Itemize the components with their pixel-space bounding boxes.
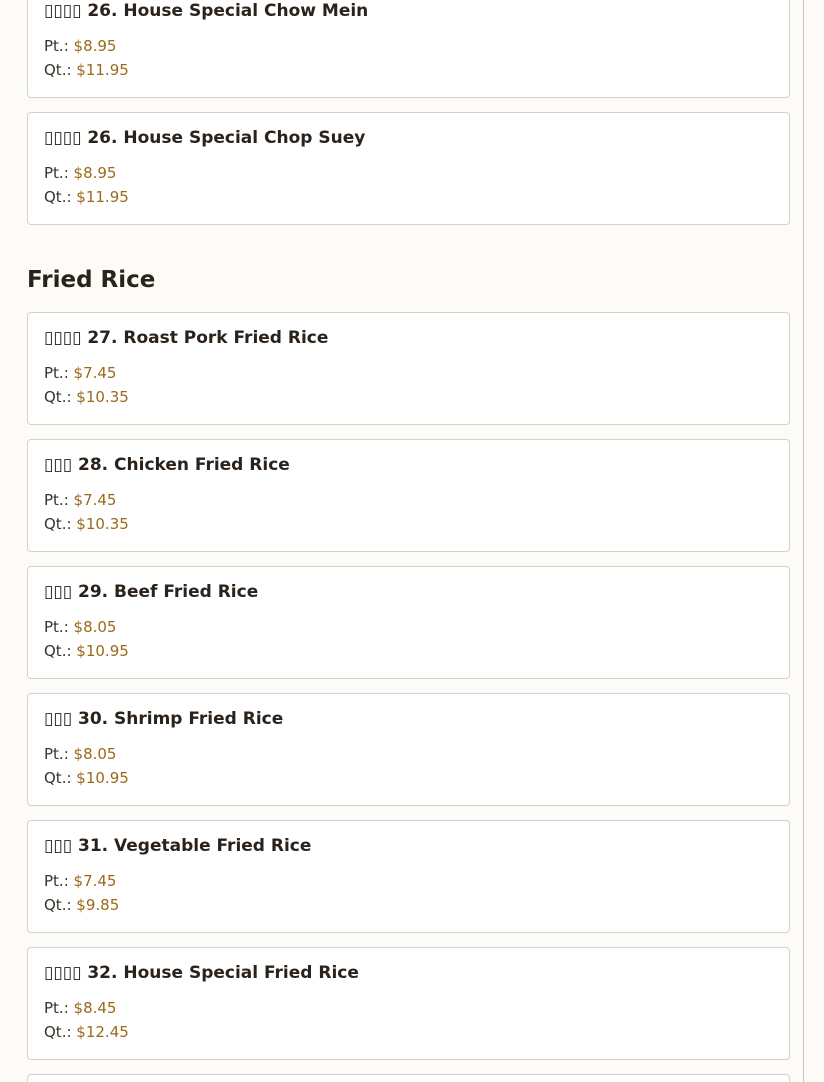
menu-item-chinese-name: ▯▯▯ (44, 836, 73, 856)
pint-label: Pt.: (44, 745, 69, 763)
menu-item-name: 32. House Special Fried Rice (87, 963, 359, 983)
quart-price-row (44, 768, 129, 788)
quart-price-row (44, 641, 129, 661)
menu-item-card[interactable] (27, 312, 790, 425)
pint-price-row (44, 36, 116, 56)
menu-item-chinese-name: ▯▯▯▯ (44, 963, 82, 983)
pint-label: Pt.: (44, 618, 69, 636)
pint-label: Pt.: (44, 872, 69, 890)
menu-item-title (44, 327, 328, 349)
pint-price: $7.45 (73, 364, 117, 382)
pint-price-row (44, 363, 116, 383)
pint-price: $8.95 (73, 164, 117, 182)
menu-item-name: 29. Beef Fried Rice (78, 582, 259, 602)
pint-price: $8.45 (73, 999, 117, 1017)
menu-item-chinese-name: ▯▯▯ (44, 455, 73, 475)
quart-label: Qt.: (44, 188, 72, 206)
pint-label: Pt.: (44, 999, 69, 1017)
menu-item-chinese-name: ▯▯▯▯ (44, 1, 82, 21)
pint-label: Pt.: (44, 37, 69, 55)
quart-price-row (44, 387, 129, 407)
quart-price: $11.95 (76, 188, 129, 206)
pint-price: $8.05 (73, 618, 117, 636)
menu-item-chinese-name: ▯▯▯ (44, 582, 73, 602)
quart-price: $12.45 (76, 1023, 129, 1041)
content-divider (803, 0, 804, 1082)
quart-label: Qt.: (44, 515, 72, 533)
menu-item-title (44, 835, 311, 857)
pint-label: Pt.: (44, 364, 69, 382)
quart-price-row (44, 60, 129, 80)
quart-price-row (44, 1022, 129, 1042)
menu-item-chinese-name: ▯▯▯ (44, 709, 73, 729)
menu-item-chinese-name: ▯▯▯▯ (44, 128, 82, 148)
quart-price: $10.95 (76, 642, 129, 660)
menu-item-card[interactable] (27, 693, 790, 806)
quart-price: $10.95 (76, 769, 129, 787)
pint-price: $8.05 (73, 745, 117, 763)
quart-label: Qt.: (44, 61, 72, 79)
menu-item-card[interactable] (27, 112, 790, 225)
menu-item-title (44, 581, 258, 603)
quart-label: Qt.: (44, 1023, 72, 1041)
menu-item-card[interactable] (27, 1074, 790, 1082)
quart-price-row (44, 895, 119, 915)
quart-label: Qt.: (44, 769, 72, 787)
pint-price-row (44, 871, 116, 891)
quart-price: $11.95 (76, 61, 129, 79)
pint-price-row (44, 998, 116, 1018)
menu-item-name: 27. Roast Pork Fried Rice (87, 328, 329, 348)
menu-item-chinese-name: ▯▯▯▯ (44, 328, 82, 348)
menu-item-name: 26. House Special Chow Mein (87, 1, 369, 21)
menu-item-title (44, 454, 290, 476)
quart-price: $9.85 (76, 896, 120, 914)
quart-price: $10.35 (76, 515, 129, 533)
pint-price-row (44, 490, 116, 510)
menu-item-card[interactable] (27, 439, 790, 552)
menu-item-title (44, 962, 359, 984)
menu-item-name: 28. Chicken Fried Rice (78, 455, 290, 475)
menu-item-name: 30. Shrimp Fried Rice (78, 709, 284, 729)
quart-price: $10.35 (76, 388, 129, 406)
menu-item-title (44, 127, 365, 149)
quart-label: Qt.: (44, 642, 72, 660)
menu-item-name: 26. House Special Chop Suey (87, 128, 366, 148)
pint-price: $8.95 (73, 37, 117, 55)
menu-item-card[interactable] (27, 820, 790, 933)
pint-price: $7.45 (73, 491, 117, 509)
menu-item-name: 31. Vegetable Fried Rice (78, 836, 312, 856)
pint-price-row (44, 617, 116, 637)
menu-item-card[interactable] (27, 566, 790, 679)
pint-label: Pt.: (44, 164, 69, 182)
pint-label: Pt.: (44, 491, 69, 509)
menu-item-title (44, 0, 368, 22)
menu-item-card[interactable] (27, 947, 790, 1060)
quart-label: Qt.: (44, 388, 72, 406)
quart-label: Qt.: (44, 896, 72, 914)
section-heading-fried-rice: Fried Rice (27, 267, 156, 293)
pint-price-row (44, 163, 116, 183)
menu-item-card[interactable] (27, 0, 790, 98)
pint-price-row (44, 744, 116, 764)
quart-price-row (44, 514, 129, 534)
quart-price-row (44, 187, 129, 207)
pint-price: $7.45 (73, 872, 117, 890)
menu-item-title (44, 708, 283, 730)
